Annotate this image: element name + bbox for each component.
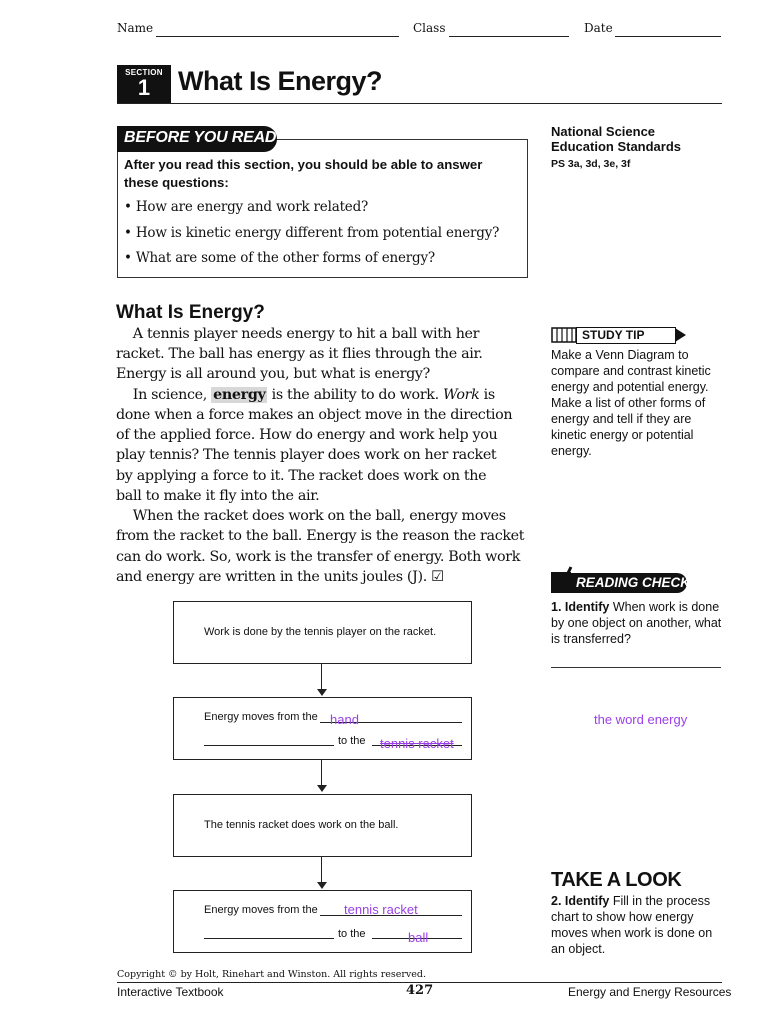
footer-chapter-title: Energy and Energy Resources: [568, 985, 732, 999]
standards-title-line: National Science: [551, 124, 656, 139]
class-label: Class: [413, 21, 446, 35]
handwritten-answer[interactable]: hand: [330, 712, 359, 727]
term-work: Work: [443, 387, 480, 403]
body-line: play tennis? The tennis player does work on her racket: [116, 447, 497, 463]
section-badge: [117, 65, 171, 103]
handwritten-answer[interactable]: tennis racket: [344, 902, 418, 917]
reading-check-question: [551, 599, 726, 647]
question-verb: Identify: [564, 600, 610, 614]
flow-box-3: [173, 794, 472, 857]
section-heading: What Is Energy?: [116, 302, 265, 323]
flow-box-1: [173, 601, 472, 664]
flow-box-text: Work is done by the tennis player on the racket.: [204, 626, 437, 638]
date-field[interactable]: [615, 36, 721, 37]
body-line: [116, 387, 495, 403]
body-line: done when a force makes an object move in the direction: [116, 407, 513, 423]
name-label: Name: [117, 21, 154, 35]
flow-arrow: [321, 663, 322, 690]
handwritten-answer[interactable]: ball: [408, 930, 429, 945]
body-line: can do work. So, work is the transfer of energy. Both work: [116, 549, 521, 565]
page-title: What Is Energy?: [178, 66, 383, 96]
body-text: In science,: [116, 387, 212, 403]
take-a-look-heading: TAKE A LOOK: [551, 869, 682, 891]
body-line: ball to make it fly into the air.: [116, 488, 320, 504]
question-item: • How are energy and work related?: [124, 199, 369, 215]
question-text: When work is done by one object on another, what is transferred?: [551, 600, 722, 646]
body-line: Energy is all around you, but what is energy?: [116, 366, 430, 382]
copyright: Copyright © by Holt, Rinehart and Winston. All rights reserved.: [117, 969, 426, 980]
date-label: Date: [584, 21, 613, 35]
body-line: from the racket to the ball. Energy is the reason the racket: [116, 528, 525, 544]
body-line: by applying a force to it. The racket does work on the: [116, 468, 487, 484]
handwritten-answer[interactable]: tennis racket: [380, 736, 454, 751]
arrow-down-icon: [317, 785, 327, 792]
take-a-look-text: [551, 893, 726, 957]
standards-codes: PS 3a, 3d, 3e, 3f: [551, 158, 631, 170]
reading-check-label: READING CHECK: [576, 575, 691, 590]
answer-line[interactable]: [551, 667, 721, 668]
class-field[interactable]: [449, 36, 569, 37]
arrow-down-icon: [317, 882, 327, 889]
standards-title: [551, 124, 681, 154]
blank-line[interactable]: [204, 745, 334, 746]
section-word: SECTION: [125, 68, 163, 77]
before-you-read-tab: [117, 126, 277, 152]
flow-box-text: The tennis racket does work on the ball.: [204, 819, 399, 831]
section-number: 1: [137, 75, 151, 100]
body-text: is the ability to do work.: [267, 387, 444, 403]
page-number: 427: [406, 983, 434, 998]
body-text: is: [479, 387, 495, 403]
study-tip-label: STUDY TIP: [582, 328, 645, 342]
flow-box-text: to the: [338, 928, 366, 940]
standards-title-line: Education Standards: [551, 139, 682, 154]
flow-box-text: to the: [338, 735, 366, 747]
body-line: [116, 569, 444, 585]
title-divider: [117, 103, 722, 104]
name-field[interactable]: [156, 36, 399, 37]
before-you-read-label: BEFORE YOU READ: [124, 129, 277, 146]
study-tip-text: Make a Venn Diagram to compare and contrast kinetic energy and potential energy. Make a list of other forms of energy and tell if they are kinetic energy or potential energy.: [551, 348, 711, 458]
question-number: 1.: [551, 600, 562, 614]
flow-arrow: [321, 759, 322, 786]
flow-box-text: Energy moves from the: [204, 904, 318, 916]
body-line: racket. The ball has energy as it flies through the air.: [116, 346, 483, 362]
flow-box-text: Energy moves from the: [204, 711, 318, 723]
question-verb: Identify: [564, 894, 610, 908]
footer-book-title: Interactive Textbook: [117, 985, 224, 999]
flow-box-2: [173, 697, 472, 760]
keyword-energy: energy: [213, 387, 266, 403]
question-item: • What are some of the other forms of energy?: [124, 250, 435, 266]
body-line: When the racket does work on the ball, energy moves: [116, 508, 506, 524]
reading-check-answer[interactable]: the word energy: [594, 712, 688, 727]
body-line: of the applied force. How do energy and work help you: [116, 427, 498, 443]
question-text: Fill in the process chart to show how energy moves when work is done on an object.: [551, 894, 713, 956]
before-you-read-intro: After you read this section, you should be able to answer these questions:: [124, 157, 483, 190]
question-number: 2.: [551, 894, 562, 908]
reading-check-mark-icon: ☑: [431, 569, 444, 585]
flow-box-4: [173, 890, 472, 953]
flow-arrow: [321, 856, 322, 883]
arrow-down-icon: [317, 689, 327, 696]
body-text: and energy are written in the units joules (J).: [116, 569, 427, 585]
question-item: • How is kinetic energy different from potential energy?: [124, 225, 500, 241]
body-line: A tennis player needs energy to hit a ball with her: [116, 326, 480, 342]
blank-line[interactable]: [204, 938, 334, 939]
